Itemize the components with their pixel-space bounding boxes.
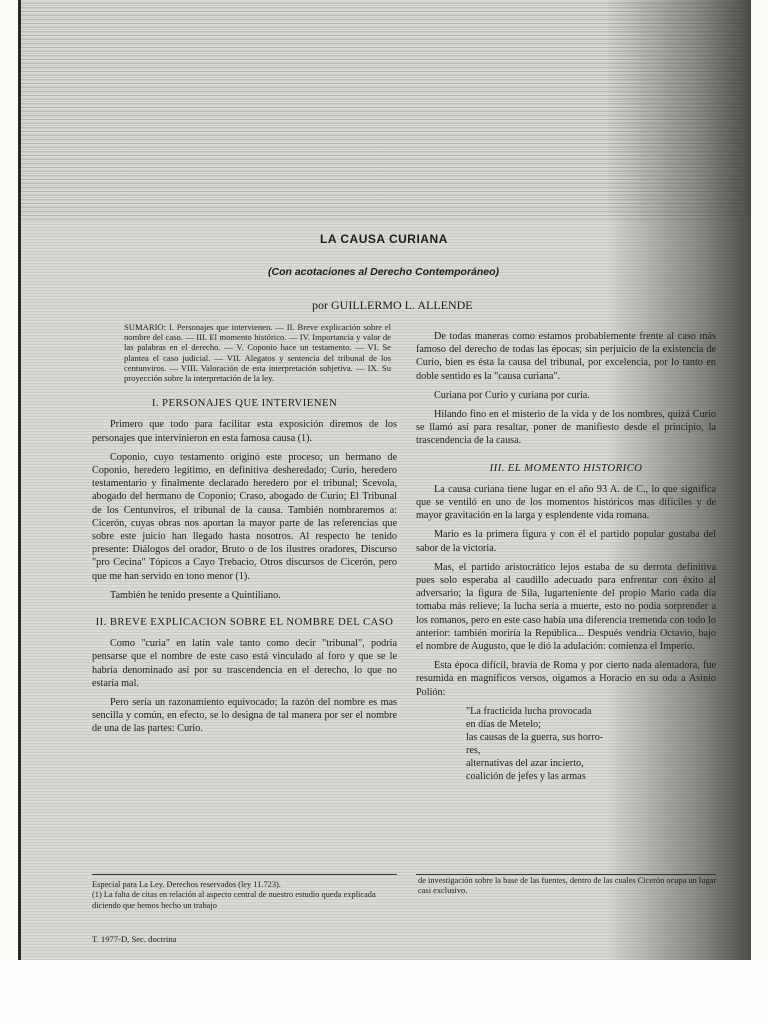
paragraph: Como "curia" en latín vale tanto como decir "tribunal", podría pensarse que el nombre de este caso está vinculado al foro y que se le habría denominado así por su trascendencia en el derecho, lo que no estaría mal.	[92, 638, 397, 689]
footnote-copyright: Especial para La Ley. Derechos reservados (ley 11.723).	[92, 880, 281, 889]
paragraph: Coponio, cuyo testamento originó este proceso; un hermano de Coponio, heredero legítimo, en definitiva desheredado; Curio, heredero testamentario y finalmente declarado heredero por el tribunal; Scevola, abogado del hermano de Coponio; Craso, abogado de Curio; El Tribunal de los Centunviros, el tribunal de la causa. También nombraremos a: Cicerón, cuyas obras nos aportan la mayor parte de las referencias que sobre este juicio han llegado hasta nosotros. Al respecto he tenido presente: Diálogos del orador, Bruto o de los ilustres oradores, Discurso "pro Cecina" Tópicos a Cayo Trebacio, Otros discursos de Cicerón, pero que me han servido en tono menor (1).	[92, 451, 397, 582]
article-subtitle: (Con acotaciones al Derecho Contemporáneo)	[268, 266, 500, 278]
paragraph: Primero que todo para facilitar esta exposición diremos de los personajes que intervinieron en esta famosa causa (1).	[92, 419, 397, 444]
section-heading-1: I. PERSONAJES QUE INTERVIENEN	[151, 397, 338, 410]
scan-noise-band	[21, 0, 751, 220]
poem-line: en días de Metelo;	[466, 718, 541, 730]
paragraph: Mario es la primera figura y con él el partido popular gustaba del sabor de la victoria.	[416, 529, 716, 554]
paragraph: De todas maneras como estamos probablemente frente al caso más famoso del derecho de todas las épocas; sin perjuicio de la existencia de Curio, bien es ésta la causa del tribunal, por excelencia, por lo tanto en doble sentido es la "causa curiana".	[416, 331, 716, 382]
paragraph: Hilando fino en el misterio de la vida y de los nombres, quizá Curio se llamó así para resaltar, poner de manifiesto desde el principio, la trascendencia de la causa.	[416, 409, 716, 447]
paragraph: La causa curiana tiene lugar en el año 93 A. de C., lo que significa que se ventiló en uno de los momentos históricos mas difíciles y de mayor gravitación en la larga y esplendente vida romana.	[416, 483, 716, 522]
paragraph: Pero sería un razonamiento equivocado; la razón del nombre es mas sencilla y común, en efecto, se lo designa de tal manera por ser el nombre de una de las partes: Curio.	[92, 697, 397, 735]
right-column	[416, 330, 716, 783]
poem-line: coalición de jefes y las armas	[466, 770, 586, 782]
footnote-left	[92, 880, 397, 911]
footnote-divider-right	[416, 874, 716, 875]
paragraph: Mas, el partido aristocrático lejos estaba de su derrota definitiva pues solo esperaba al caudillo adecuado para enfrentar con éxito al adversario; la figura de Sila, lugarteniente del propio Mario cada día tomaba más relieve; la lucha sería a muerte, esto no podía sorprender a los romanos, pero en este caso había una diferencia tremenda con todo lo anterior: también moriría la República... Después vendría Octavio, bajo el nombre de Augusto, que le dió la adulación: comienza el Imperio.	[416, 561, 716, 653]
page-folio: T. 1977-D, Sec. doctrina	[92, 934, 177, 944]
poem-line: las causas de la guerra, sus horro-	[466, 731, 604, 743]
footnote-1: (1) La falta de citas en relación al aspecto central de nuestro estudio queda explicada diciendo que hemos hecho un trabajo	[92, 890, 376, 910]
article-author: por GUILLERMO L. ALLENDE	[312, 298, 473, 312]
footnote-divider-left	[92, 874, 397, 875]
section-heading-3: III. EL MOMENTO HISTORICO	[489, 461, 643, 474]
poem-quote	[466, 705, 716, 783]
poem-line: "La fracticida lucha provocada	[466, 705, 592, 717]
paragraph: Esta época difícil, bravía de Roma y por cierto nada alentadora, fue resumida en magníficos versos, oigamos a Horacio en su oda a Asinio Polión:	[416, 660, 716, 698]
summary-block: SUMARIO: I. Personajes que intervienen. — II. Breve explicación sobre el nombre del caso. — III. El momento histórico. — IV. Importancia y valor de las palabras en el derecho. — V. Coponio hace un testamento. — VI. Se plantea el caso judicial. — VII. Alegatos y sentencia del tribunal de los centunviros. — VIII. Valoración de esta interpretación subjetiva. — IX. Su proyección sobre la interpretación de la ley.	[124, 322, 391, 384]
paragraph: También he tenido presente a Quintiliano.	[110, 589, 281, 601]
section-heading-2: II. BREVE EXPLICACION SOBRE EL NOMBRE DEL CASO	[95, 616, 394, 629]
page-margin-bottom	[0, 960, 768, 1024]
footnote-right: de investigación sobre la base de las fuentes, dentro de las cuales Cicerón ocupa un lugar casi exclusivo.	[418, 876, 717, 896]
paragraph: Curiana por Curio y curiana por curia.	[434, 389, 590, 401]
poem-line: alternativas del azar incierto,	[466, 757, 584, 769]
left-column	[92, 322, 397, 742]
article-title: LA CAUSA CURIANA	[320, 232, 448, 246]
poem-line: res,	[466, 744, 481, 756]
